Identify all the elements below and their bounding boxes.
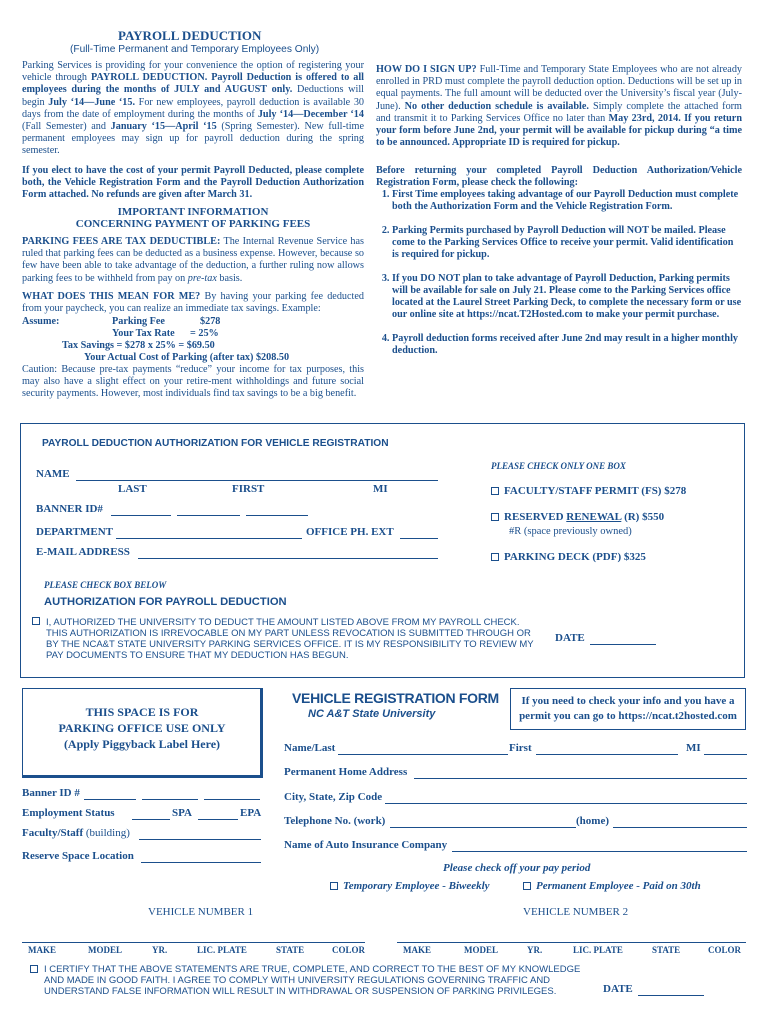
- spa-input[interactable]: [132, 809, 170, 820]
- city-input[interactable]: [385, 793, 747, 804]
- v1-col-state: STATE: [276, 945, 305, 955]
- vreg-mi-label: MI: [686, 742, 701, 754]
- banner-id-input[interactable]: [177, 505, 240, 516]
- fee-label: Parking Fee: [112, 316, 165, 327]
- checkbox[interactable]: [523, 882, 531, 890]
- vehicle-2-label: VEHICLE NUMBER 2: [523, 906, 629, 918]
- checkbox[interactable]: [30, 965, 38, 973]
- office-banner-label: Banner ID #: [22, 787, 80, 799]
- name-input[interactable]: [76, 470, 438, 481]
- pay-period-label: Please check off your pay period: [443, 862, 591, 874]
- department-label: DEPARTMENT: [36, 526, 114, 538]
- faculty-label: Faculty/Staff (building): [22, 827, 130, 839]
- rate-label: Your Tax Rate: [112, 328, 175, 339]
- fee-value: $278: [200, 316, 221, 327]
- home-label: (home): [576, 815, 609, 827]
- insurance-input[interactable]: [452, 841, 747, 852]
- office-ext-label: OFFICE PH. EXT: [306, 526, 394, 538]
- telephone-label: Telephone No. (work): [284, 815, 386, 827]
- option-faculty-staff[interactable]: FACULTY/STAFF PERMIT (FS) $278: [491, 485, 686, 497]
- mi-label: MI: [373, 483, 388, 495]
- certify-date-label: DATE: [603, 983, 633, 995]
- important-heading: IMPORTANT INFORMATION CONCERNING PAYMENT OF PARKING FEES: [75, 206, 311, 230]
- actual-cost: Your Actual Cost of Parking (after tax) $208.50: [84, 352, 290, 363]
- checkbox[interactable]: [330, 882, 338, 890]
- vreg-mi-input[interactable]: [704, 744, 747, 755]
- first-label: FIRST: [232, 483, 265, 495]
- work-phone-input[interactable]: [390, 817, 576, 828]
- department-input[interactable]: [116, 528, 302, 539]
- checkbox[interactable]: [491, 487, 499, 495]
- caution-paragraph: Caution: Because pre-tax payments “reduce” your income for tax purposes, this may also have a slight effect on your retire-ment withholdings and future social security payments. However, most individuals find tax savings to be a big benefit.: [22, 364, 364, 400]
- check-one-note: PLEASE CHECK ONLY ONE BOX: [491, 461, 626, 471]
- signup-paragraph: HOW DO I SIGN UP? Full-Time and Temporary State Employees who are not already enrolled in PRD must complete the payroll deduction option. Deductions will be set up in equal payments. The full amount will be deducted over the University’s fiscal year (July-June). No other deduction schedule is available. Simply complete the attached form and transmit it to Parking Services Office no later than May 23rd, 2014. If you return your form before June 2nd, your permit will be available for pickup during “a time to be announced. Appropriate ID is required for pickup.: [376, 64, 743, 149]
- checklist-item: 2. Parking Permits purchased by Payroll Deduction will NOT be mailed. Please come to the Parking Services Office to receive your permit. Valid identification is required for pickup.: [392, 225, 742, 261]
- vreg-first-input[interactable]: [536, 744, 678, 755]
- page-title: PAYROLL DEDUCTION: [118, 28, 262, 43]
- assume-label: Assume:: [22, 316, 60, 327]
- vehicle-1-line[interactable]: [22, 942, 365, 943]
- before-paragraph: Before returning your completed Payroll Deduction Authorization/Vehicle Registration Form, please check the following:: [376, 165, 742, 189]
- reserve-label: Reserve Space Location: [22, 850, 134, 862]
- checkbox[interactable]: [32, 617, 40, 625]
- check-below-note: PLEASE CHECK BOX BELOW: [44, 580, 167, 590]
- v2-col-color: COLOR: [708, 945, 742, 955]
- checklist-item: 1. First Time employees taking advantage of our Payroll Deduction must complete both the Authorization Form and the Vehicle Registration Form.: [392, 189, 742, 213]
- office-banner-input[interactable]: [142, 789, 198, 800]
- option-parking-deck[interactable]: PARKING DECK (PDF) $325: [491, 551, 646, 563]
- reserved-note: #R (space previously owned): [509, 526, 632, 537]
- epa-label: EPA: [240, 807, 262, 819]
- v2-col-state: STATE: [652, 945, 681, 955]
- office-use-text: THIS SPACE IS FOR PARKING OFFICE USE ONLY (Apply Piggyback Label Here): [58, 705, 226, 751]
- auth-heading: AUTHORIZATION FOR PAYROLL DEDUCTION: [44, 596, 287, 608]
- v1-col-year: YR.: [152, 945, 168, 955]
- office-ext-input[interactable]: [400, 528, 438, 539]
- office-banner-input[interactable]: [84, 789, 136, 800]
- v1-col-make: MAKE: [28, 945, 56, 955]
- vreg-last-input[interactable]: [338, 744, 508, 755]
- checklist: [376, 189, 742, 369]
- option-reserved-renewal[interactable]: RESERVED RENEWAL (R) $550: [491, 511, 664, 523]
- v2-col-model: MODEL: [464, 945, 499, 955]
- auth-box-title: PAYROLL DEDUCTION AUTHORIZATION FOR VEHICLE REGISTRATION: [42, 438, 389, 449]
- v1-col-model: MODEL: [88, 945, 123, 955]
- city-label: City, State, Zip Code: [284, 791, 383, 803]
- banner-id-label: BANNER ID#: [36, 503, 103, 515]
- auth-checkbox[interactable]: [32, 616, 45, 627]
- certify-date-input[interactable]: [638, 985, 704, 996]
- intro-paragraph: Parking Services is providing for your convenience the option of registering your vehicle through PAYROLL DEDUCTION. Payroll Deduction is offered to all employees during the months of JULY and AUGUST only. Deductions will begin July ‘14—June ‘15. For new employees, payroll deduction is available 30 days from the date of employment during the months of July ‘14—December ‘14 (Fall Semester) and January ‘15—April ‘15 (Spring Semester). New full-time permanent employees may sign up for payroll deduction during the spring semester.: [22, 60, 365, 157]
- address-input[interactable]: [414, 768, 747, 779]
- office-banner-input[interactable]: [204, 789, 260, 800]
- v1-col-color: COLOR: [332, 945, 366, 955]
- certify-checkbox[interactable]: [30, 964, 43, 975]
- email-label: E-MAIL ADDRESS: [36, 546, 130, 558]
- auth-date-label: DATE: [555, 632, 585, 644]
- vreg-first-label: First: [509, 742, 532, 754]
- last-label: LAST: [118, 483, 147, 495]
- epa-input[interactable]: [198, 809, 238, 820]
- auth-date-input[interactable]: [590, 634, 656, 645]
- v2-col-plate: LIC. PLATE: [573, 945, 623, 955]
- insurance-label: Name of Auto Insurance Company: [284, 839, 448, 851]
- option-permanent[interactable]: Permanent Employee - Paid on 30th: [523, 880, 701, 892]
- what-paragraph: WHAT DOES THIS MEAN FOR ME? By having your parking fee deducted from your paycheck, you can realize an immediate tax savings. Example:: [22, 291, 364, 315]
- info-text: If you need to check your info and you have a permit you can go to https://ncat.t2hosted.com: [519, 695, 737, 722]
- auth-text: I, AUTHORIZED THE UNIVERSITY TO DEDUCT THE AMOUNT LISTED ABOVE FROM MY PAYROLL CHECK. THIS AUTHORIZATION IS IRREVOCABLE ON MY PART UNLESS REVOCATION IS SUBMITTED THROUGH OR BY THE NCA&T STATE UNIVERSITY PARKING SERVICES OFFICE. IT IS MY RESPONSIBILITY TO REVIEW MY PAY DOCUMENTS TO ENSURE THAT MY DEDUCTION HAS BEGUN.: [46, 617, 534, 661]
- tax-paragraph: PARKING FEES ARE TAX DEDUCTIBLE: The Internal Revenue Service has ruled that parking fees can be deducted as a business expense. However, because so few have been able to take advantage of the deduction, a further ruling now allows parking fees to be withheld from pay on pre-tax basis.: [22, 236, 364, 284]
- home-phone-input[interactable]: [613, 817, 747, 828]
- vreg-name-label: Name/Last: [284, 742, 336, 754]
- reserve-input[interactable]: [141, 852, 261, 863]
- certify-text: I CERTIFY THAT THE ABOVE STATEMENTS ARE TRUE, COMPLETE, AND CORRECT TO THE BEST OF MY KNOWLEDGE AND MADE IN GOOD FAITH. I AGREE TO COMPLY WITH UNIVERSITY REGULATIONS GOVERNING TRAFFIC AND UNDERSTAND FALSE INFORMATION WILL RESULT IN WITHDRAWAL OR SUSPENSION OF PARKING PRIVILEGES.: [44, 964, 581, 997]
- checkbox[interactable]: [491, 553, 499, 561]
- v2-col-make: MAKE: [403, 945, 431, 955]
- vehicle-2-line[interactable]: [397, 942, 746, 943]
- spa-label: SPA: [172, 807, 192, 819]
- rate-value: = 25%: [190, 328, 219, 339]
- page-subtitle: (Full-Time Permanent and Temporary Employees Only): [70, 44, 320, 55]
- building-input[interactable]: [139, 829, 261, 840]
- checklist-item: 4. Payroll deduction forms received after June 2nd may result in a higher monthly deduction.: [392, 333, 742, 357]
- address-label: Permanent Home Address: [284, 766, 408, 778]
- checklist-item: 3. If you DO NOT plan to take advantage of Payroll Deduction, Parking permits will be available for sale on July 21. Please come to the Parking Services office located at the Laurel Street Parking Deck, to complete the necessary form or use our online site at https://ncat.T2Hosted.com to make your permit purchase.: [392, 273, 742, 321]
- vreg-subtitle: NC A&T State University: [308, 708, 436, 720]
- vreg-title: VEHICLE REGISTRATION FORM: [292, 690, 499, 706]
- name-label: NAME: [36, 468, 70, 480]
- banner-id-input[interactable]: [111, 505, 171, 516]
- tax-savings: Tax Savings = $278 x 25% = $69.50: [62, 340, 215, 351]
- checkbox[interactable]: [491, 513, 499, 521]
- elect-paragraph: If you elect to have the cost of your permit Payroll Deducted, please complete both, the Vehicle Registration Form and the Payroll Deduction Authorization Form attached. No refunds are given after March 31.: [22, 165, 364, 201]
- vehicle-1-label: VEHICLE NUMBER 1: [148, 906, 254, 918]
- v1-col-plate: LIC. PLATE: [197, 945, 247, 955]
- v2-col-year: YR.: [527, 945, 543, 955]
- employment-label: Employment Status: [22, 807, 115, 819]
- option-temporary[interactable]: Temporary Employee - Biweekly: [330, 880, 490, 892]
- email-input[interactable]: [138, 548, 438, 559]
- banner-id-input[interactable]: [246, 505, 308, 516]
